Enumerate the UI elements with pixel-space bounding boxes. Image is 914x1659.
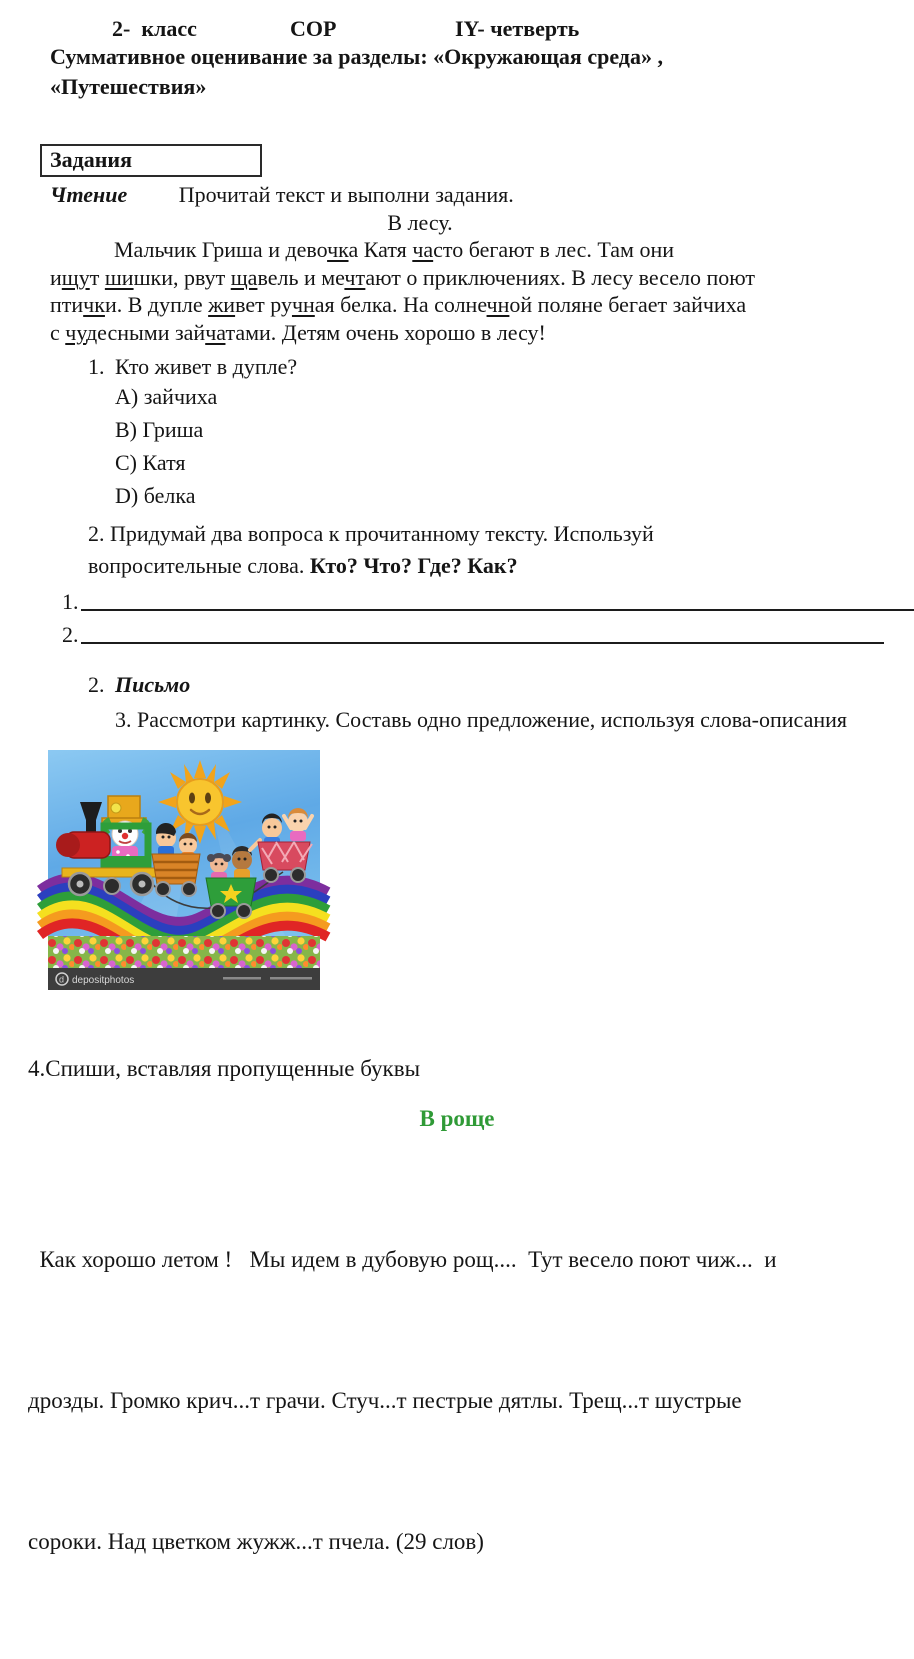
option-d: D) белка (115, 479, 914, 512)
answer-blank-1-number: 1. (62, 589, 79, 615)
reading-instruction: Прочитай текст и выполни задания. (179, 182, 514, 207)
task-picture (48, 750, 320, 990)
answer-blanks (62, 582, 914, 648)
option-b: B) Гриша (115, 413, 914, 446)
reading-section-label: Чтение (50, 182, 127, 207)
copy-text-line: Как хорошо летом ! Мы идем в дубовую рощ.... Тут весело поют чиж... и (28, 1236, 914, 1283)
writing-section-number: 2. (88, 672, 115, 698)
passage-line: ищут шишки, рвут щавель и мечтают о приключениях. В лесу весело поют (50, 264, 872, 292)
watermark-logo-glyph: d (59, 975, 64, 985)
copy-text-line: сороки. Над цветком жужж...т пчела. (29 слов) (28, 1518, 914, 1565)
passage-title: В лесу. (0, 210, 840, 236)
question-3-text: 3. Рассмотри картинку. Составь одно предложение, используя слова-описания (115, 702, 890, 738)
passage-line: Мальчик Гриша и девочка Катя часто бегают в лес. Там они (50, 236, 872, 264)
writing-section-header (88, 672, 914, 698)
watermark-bar (48, 968, 320, 990)
question-1-text: Кто живет в дупле? (115, 354, 297, 379)
assessment-title-line1: Суммативное оценивание за разделы: «Окружающая среда» , (50, 42, 914, 72)
reading-passage (50, 236, 872, 346)
header-line (112, 16, 914, 42)
question-4-prompt: 4.Спиши, вставляя пропущенные буквы (28, 1056, 914, 1082)
answer-blank-1-line (81, 609, 914, 611)
watermark-text: depositphotos (72, 975, 134, 986)
option-c: C) Катя (115, 446, 914, 479)
copy-text-title: В роще (0, 1106, 914, 1132)
grade-label: 2- класс (112, 16, 290, 42)
question-2 (88, 518, 776, 582)
question-2-keywords: Кто? Что? Где? Как? (310, 553, 518, 578)
question-2-text: 2. Придумай два вопроса к прочитанному тексту. Используй вопросительные слова. (88, 521, 654, 578)
reading-section-header (50, 182, 914, 208)
assessment-title-line2: «Путешествия» (50, 72, 914, 102)
answer-blank-2 (62, 615, 914, 648)
assessment-title (50, 42, 914, 102)
passage-line: птички. В дупле живет ручная белка. На солнечной поляне бегает зайчиха (50, 291, 872, 319)
quarter-label: IY- четверть (455, 16, 579, 42)
option-a: A) зайчиха (115, 380, 914, 413)
clown-train-illustration (48, 750, 320, 990)
question-1-number: 1. (88, 354, 115, 380)
worksheet-page (0, 16, 914, 1316)
tasks-box: Задания (40, 144, 262, 177)
answer-blank-2-number: 2. (62, 622, 79, 648)
flower-field (48, 936, 320, 968)
question-1 (88, 354, 914, 380)
writing-section-label: Письмо (115, 672, 190, 697)
answer-blank-1 (62, 582, 914, 615)
copy-text-line: дрозды. Громко крич...т грачи. Стуч...т пестрые дятлы. Трещ...т шустрые (28, 1377, 914, 1424)
question-1-options (115, 380, 914, 512)
copy-text-passage (28, 1142, 914, 1659)
passage-line: с чудесными зайчатами. Детям очень хорошо в лесу! (50, 319, 872, 347)
answer-blank-2-line (81, 642, 885, 644)
sor-label: СОР (290, 16, 455, 42)
